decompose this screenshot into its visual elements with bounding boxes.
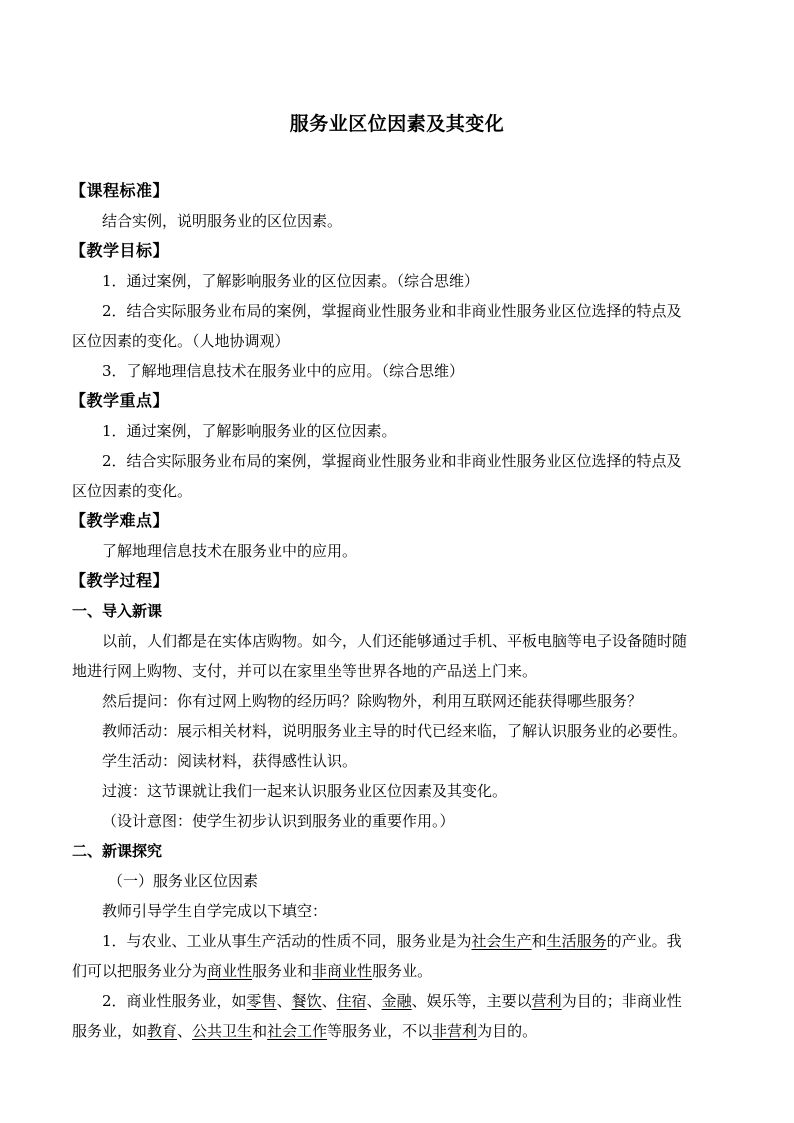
answer-blank: 非商业性 (312, 962, 373, 980)
section-1-paragraph-5: 过渡：这节课就让我们一起来认识服务业区位因素及其变化。 (102, 782, 508, 800)
key-point-2-line-2: 区位因素的变化。 (72, 482, 193, 500)
section-1-heading: 一、导入新课 (72, 602, 163, 620)
answer-blank: 生活服务 (546, 932, 607, 950)
answer-blank: 零售 (246, 992, 277, 1010)
difficult-point-text: 了解地理信息技术在服务业中的应用。 (102, 542, 358, 560)
answer-blank: 社会工作 (267, 1022, 328, 1040)
answer-blank: 非营利 (432, 1022, 478, 1040)
key-point-2-line-1: 2．结合实际服务业布局的案例，掌握商业性服务业和非商业性服务业区位选择的特点及 (102, 452, 682, 470)
heading-key-points: 【教学重点】 (70, 391, 170, 410)
answer-blank: 教育 (147, 1022, 178, 1040)
section-2-guide: 教师引导学生自学完成以下填空： (102, 902, 328, 920)
answer-blank: 商业性 (207, 962, 253, 980)
fill-in-2-line-2: 服务业，如教育、公共卫生和社会工作等服务业，不以非营利为目的。 (72, 1022, 538, 1040)
objective-item-1: 1．通过案例，了解影响服务业的区位因素。（综合思维） (102, 272, 480, 290)
section-2-subheading: （一）服务业区位因素 (108, 872, 259, 890)
objective-item-3: 3．了解地理信息技术在服务业中的应用。（综合思维） (102, 362, 465, 380)
fill-in-1-line-1: 1．与农业、工业从事生产活动的性质不同，服务业是为社会生产和生活服务的产业。我 (102, 932, 682, 950)
answer-blank: 金融 (381, 992, 412, 1010)
section-1-design-intent: （设计意图：使学生初步认识到服务业的重要作用。） (102, 812, 455, 830)
section-1-paragraph-1-line-1: 以前，人们都是在实体店购物。如今，人们还能够通过手机、平板电脑等电子设备随时随 (102, 632, 688, 650)
document-title: 服务业区位因素及其变化 (289, 113, 505, 135)
section-1-paragraph-1-line-2: 地进行网上购物、支付，并可以在家里坐等世界各地的产品送上门来。 (72, 662, 538, 680)
objective-item-2-line-1: 2．结合实际服务业布局的案例，掌握商业性服务业和非商业性服务业区位选择的特点及 (102, 302, 682, 320)
heading-course-standard: 【课程标准】 (70, 181, 170, 200)
section-1-paragraph-4: 学生活动：阅读材料，获得感性认识。 (102, 752, 358, 770)
heading-objectives: 【教学目标】 (70, 241, 170, 260)
answer-blank: 住宿 (336, 992, 367, 1010)
fill-in-2-line-1: 2．商业性服务业，如零售、餐饮、住宿、金融、娱乐等，主要以营利为目的；非商业性 (102, 992, 682, 1010)
fill-in-1-line-2: 们可以把服务业分为商业性服务业和非商业性服务业。 (72, 962, 433, 980)
section-2-heading: 二、新课探究 (72, 842, 163, 860)
section-1-paragraph-3: 教师活动：展示相关材料，说明服务业主导的时代已经来临，了解认识服务业的必要性。 (102, 722, 688, 740)
answer-blank: 餐饮 (291, 992, 322, 1010)
document-body (72, 176, 732, 1046)
section-1-paragraph-2: 然后提问：你有过网上购物的经历吗？除购物外，利用互联网还能获得哪些服务？ (102, 692, 643, 710)
objective-item-2-line-2: 区位因素的变化。（人地协调观） (72, 332, 290, 350)
answer-blank: 社会生产 (471, 932, 532, 950)
answer-blank: 营利 (531, 992, 562, 1010)
answer-blank: 公共卫生 (192, 1022, 253, 1040)
heading-teaching-process: 【教学过程】 (70, 571, 170, 590)
key-point-1: 1．通过案例，了解影响服务业的区位因素。 (102, 422, 397, 440)
course-standard-text: 结合实例，说明服务业的区位因素。 (102, 212, 343, 230)
heading-difficult-points: 【教学难点】 (70, 511, 170, 530)
